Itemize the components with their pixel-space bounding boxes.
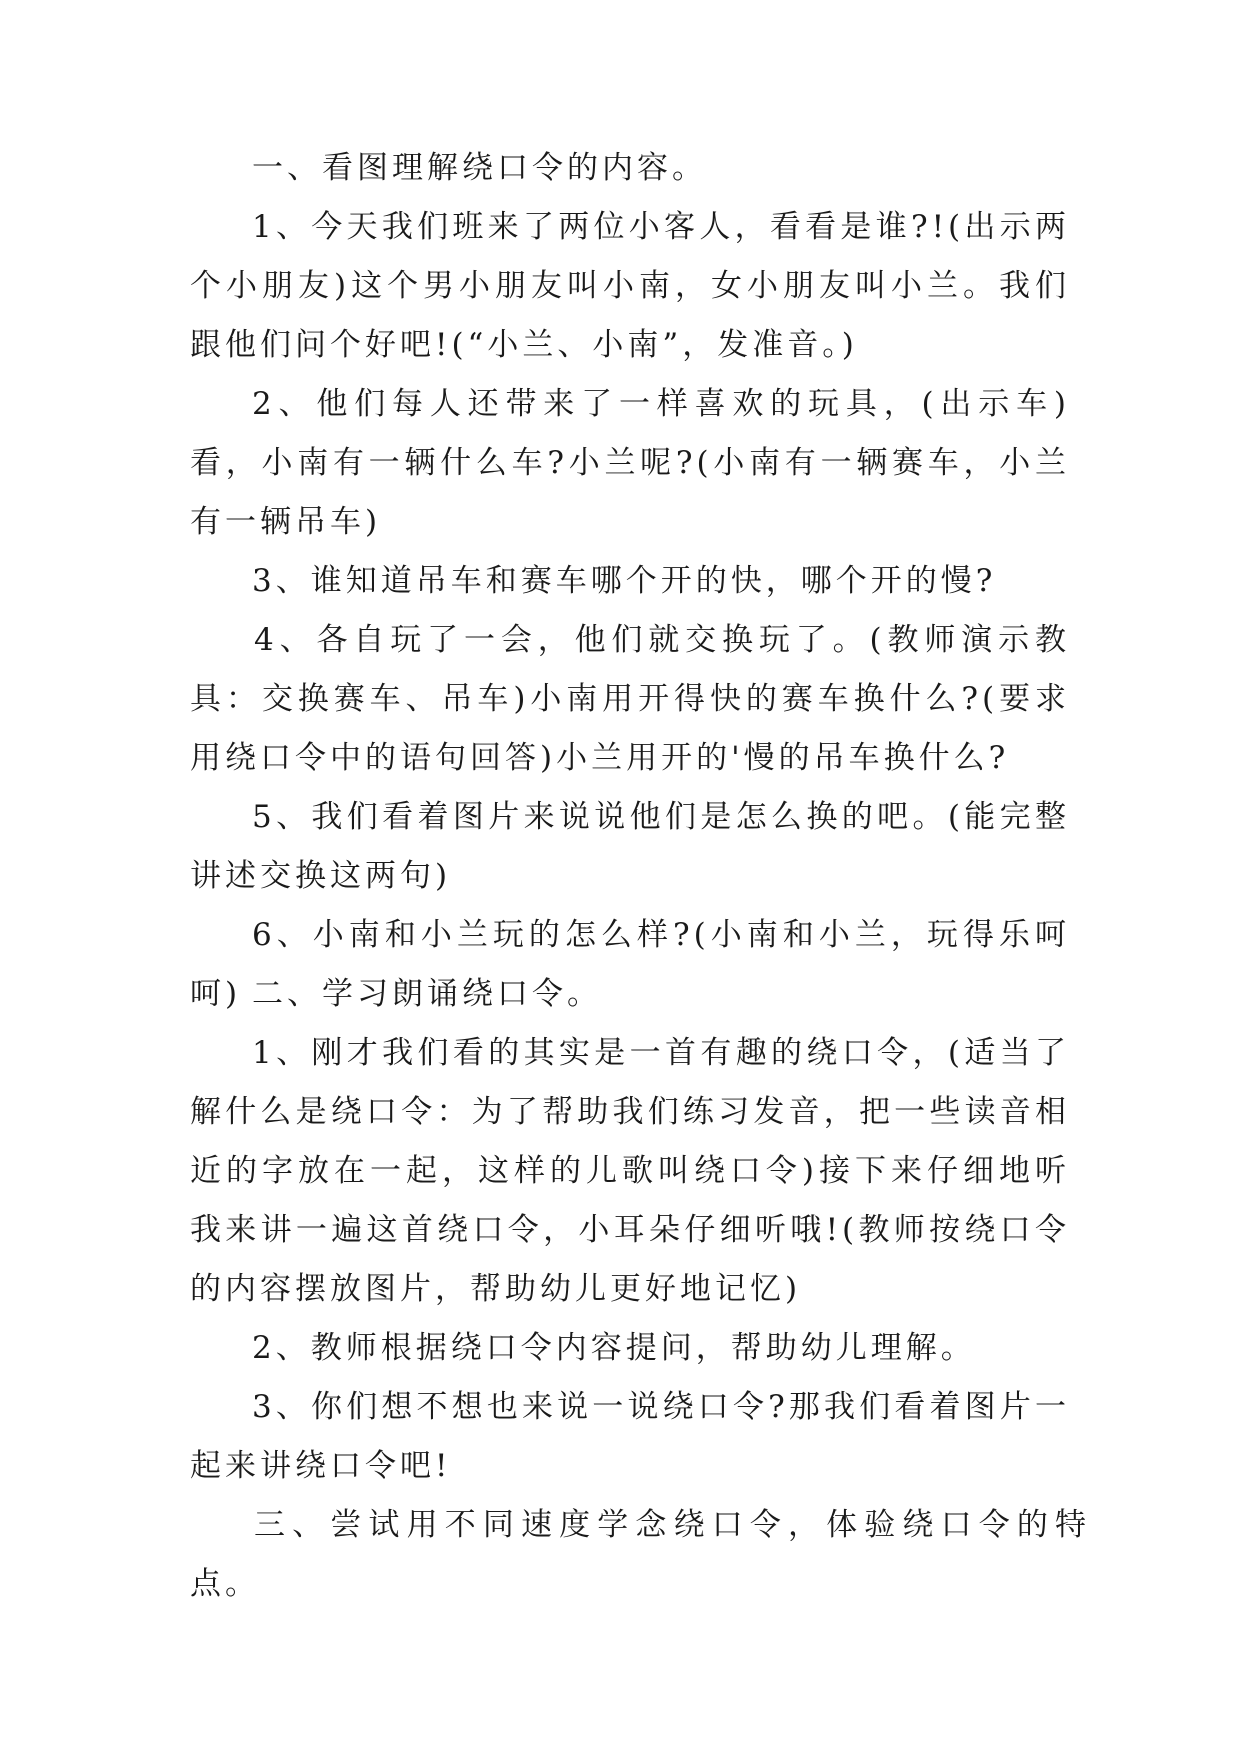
paragraph-5: 5、我们看着图片来说说他们是怎么换的吧。(能完整讲述交换这两句) [190,799,1070,894]
paragraph-1: 1、今天我们班来了两位小客人，看看是谁?!(出示两个小朋友)这个男小朋友叫小南，女小朋友叫小兰。我们跟他们问个好吧!(“小兰、小南”，发准音。) [190,209,1070,363]
paragraph-2: 2、他们每人还带来了一样喜欢的玩具，(出示车)看，小南有一辆什么车?小兰呢?(小南有一辆赛车，小兰有一辆吊车) [190,386,1070,540]
paragraph-6: 6、小南和小兰玩的怎么样?(小南和小兰，玩得乐呵呵) [190,917,1070,1012]
section-heading-2: 二、学习朗诵绕口令。 [252,976,602,1012]
section-heading-3: 三、尝试用不同速度学念绕口令，体验绕口令的特点。 [190,1507,1090,1602]
paragraph-7: 1、刚才我们看的其实是一首有趣的绕口令，(适当了解什么是绕口令：为了帮助我们练习发音，把一些读音相近的字放在一起，这样的儿歌叫绕口令)接下来仔细地听我来讲一遍这首绕口令，小耳朵仔细听哦!(教师按绕口令的内容摆放图片，帮助幼儿更好地记忆) [190,1035,1070,1307]
section-heading-1: 一、看图理解绕口令的内容。 [252,150,707,186]
paragraph-9: 3、你们想不想也来说一说绕口令?那我们看着图片一起来讲绕口令吧! [190,1389,1070,1484]
paragraph-8: 2、教师根据绕口令内容提问，帮助幼儿理解。 [252,1330,976,1366]
paragraph-4: 4、各自玩了一会，他们就交换玩了。(教师演示教具：交换赛车、吊车)小南用开得快的赛车换什么?(要求用绕口令中的语句回答)小兰用开的'慢的吊车换什么? [190,622,1070,776]
paragraph-3: 3、谁知道吊车和赛车哪个开的快，哪个开的慢? [252,563,997,599]
